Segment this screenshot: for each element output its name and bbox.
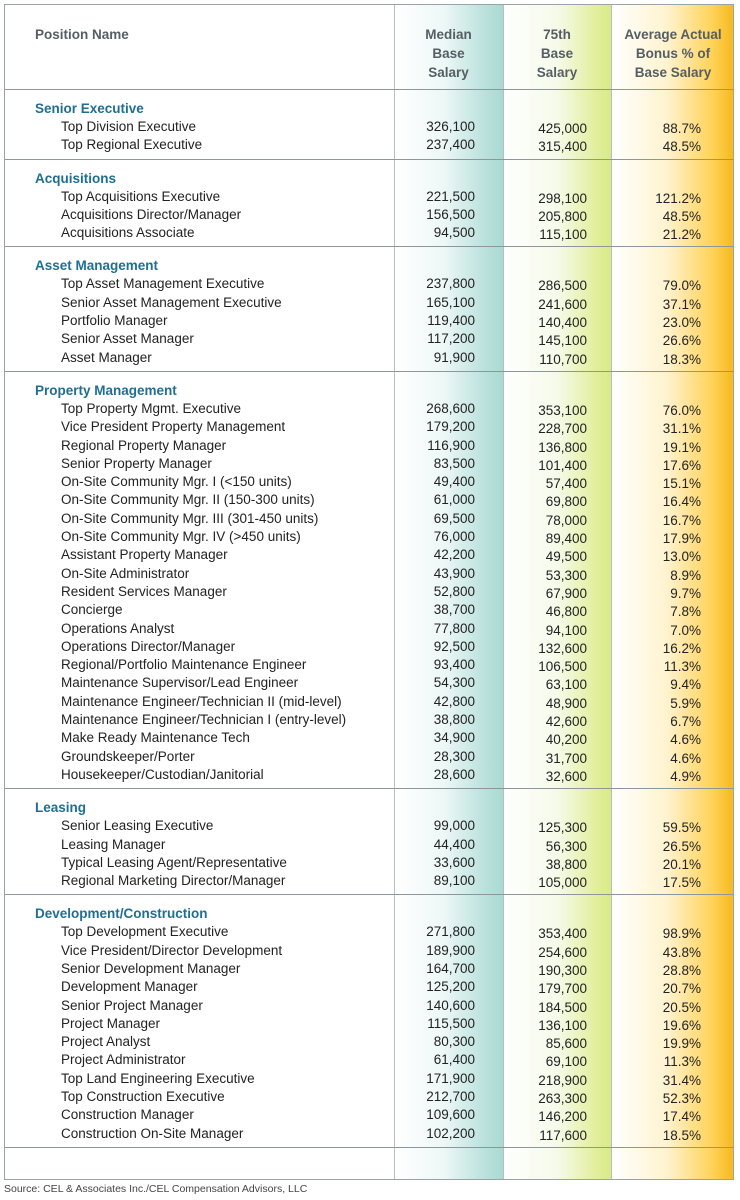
median-base-salary: 189,900: [426, 942, 475, 958]
median-base-salary: 237,400: [426, 137, 475, 153]
median-base-salary: 93,400: [433, 657, 475, 673]
table-row: [5, 118, 733, 136]
median-base-salary: 89,100: [433, 873, 475, 889]
position-name: Regional Marketing Director/Manager: [61, 873, 286, 889]
p75-base-salary: 63,100: [545, 677, 587, 693]
table-row: [5, 978, 733, 996]
average-bonus-percent: 88.7%: [662, 121, 701, 136]
position-name: Maintenance Engineer/Technician II (mid-level): [61, 693, 342, 709]
table-row: [5, 275, 733, 293]
section-title: Leasing: [35, 800, 87, 816]
table-row: [5, 656, 733, 674]
average-bonus-percent: 20.7%: [662, 981, 701, 997]
median-base-salary: 156,500: [426, 206, 475, 222]
p75-base-salary: 228,700: [538, 421, 587, 437]
average-bonus-percent: 17.9%: [662, 531, 701, 547]
table-row: [5, 510, 733, 528]
p75-base-salary: 136,800: [538, 439, 587, 455]
position-name: Portfolio Manager: [61, 313, 168, 329]
p75-base-salary: 241,600: [538, 296, 587, 312]
position-name: Operations Analyst: [61, 620, 175, 636]
median-base-salary: 125,200: [426, 979, 475, 995]
median-base-salary: 271,800: [426, 924, 475, 940]
table-row: [5, 836, 733, 854]
median-base-salary: 44,400: [433, 836, 475, 852]
table-row: [5, 400, 733, 418]
table-row: [5, 766, 733, 784]
position-name: On-Site Community Mgr. I (<150 units): [61, 474, 292, 490]
section-title: Property Management: [35, 382, 177, 398]
average-bonus-percent: 23.0%: [662, 315, 701, 331]
section-senior-executive: [5, 90, 733, 160]
position-name: Maintenance Engineer/Technician I (entry-level): [61, 712, 347, 728]
table-row: [5, 294, 733, 312]
p75-base-salary: 218,900: [538, 1072, 587, 1088]
position-name: Senior Asset Manager: [61, 331, 194, 347]
table-row: [5, 1125, 733, 1143]
position-name: Regional Property Manager: [61, 437, 227, 453]
p75-base-salary: 110,700: [539, 351, 587, 367]
table-row: [5, 330, 733, 348]
position-name: Senior Property Manager: [61, 455, 212, 471]
position-name: On-Site Community Mgr. III (301-450 units): [61, 510, 319, 526]
position-name: Project Analyst: [61, 1034, 151, 1050]
position-name: Top Division Executive: [61, 119, 197, 134]
table-row: [5, 546, 733, 564]
median-base-salary: 28,600: [433, 766, 475, 782]
header-median-base-salary: [394, 25, 503, 82]
p75-base-salary: 101,400: [538, 457, 587, 473]
p75-base-salary: 254,600: [538, 944, 587, 960]
position-name: Top Property Mgmt. Executive: [61, 400, 242, 416]
table-row: [5, 206, 733, 224]
position-name: Asset Manager: [61, 349, 152, 365]
median-base-salary: 61,000: [433, 492, 475, 508]
table-row: [5, 491, 733, 509]
median-base-salary: 165,100: [426, 294, 475, 310]
header-line: Base Salary: [634, 65, 712, 80]
p75-base-salary: 89,400: [545, 531, 587, 547]
median-base-salary: 171,900: [426, 1070, 475, 1086]
table-row: [5, 711, 733, 729]
position-name: Construction On-Site Manager: [61, 1125, 244, 1141]
position-name: Acquisitions Director/Manager: [61, 206, 242, 222]
p75-base-salary: 286,500: [538, 278, 587, 294]
p75-base-salary: 105,000: [538, 875, 587, 891]
table-row: [5, 997, 733, 1015]
average-bonus-percent: 9.4%: [670, 677, 701, 693]
p75-base-salary: 67,900: [545, 585, 587, 601]
average-bonus-percent: 31.4%: [662, 1072, 701, 1088]
median-base-salary: 115,500: [427, 1015, 475, 1031]
position-name: Concierge: [61, 602, 123, 618]
average-bonus-percent: 16.4%: [662, 494, 701, 510]
average-bonus-percent: 18.3%: [662, 351, 701, 367]
average-bonus-percent: 121.2%: [655, 190, 701, 206]
table-row: [5, 638, 733, 656]
median-base-salary: 77,800: [433, 620, 475, 636]
position-name: On-Site Administrator: [61, 565, 190, 581]
average-bonus-percent: 43.8%: [662, 944, 701, 960]
p75-base-salary: 32,600: [545, 768, 587, 784]
position-name: Assistant Property Manager: [61, 547, 228, 563]
source-note: Source: CEL & Associates Inc./CEL Compensation Advisors, LLC: [4, 1183, 308, 1195]
position-name: Operations Director/Manager: [61, 638, 236, 654]
position-name: Project Administrator: [61, 1052, 186, 1068]
p75-base-salary: 69,100: [545, 1054, 587, 1070]
p75-base-salary: 353,100: [538, 402, 587, 418]
p75-base-salary: 38,800: [545, 856, 587, 872]
p75-base-salary: 78,000: [545, 512, 587, 528]
position-name: Top Construction Executive: [61, 1089, 225, 1105]
p75-base-salary: 56,300: [545, 838, 587, 854]
header-line: Average Actual: [624, 27, 722, 42]
average-bonus-percent: 6.7%: [670, 714, 701, 730]
section-title: Acquisitions: [35, 170, 117, 186]
header-line: Salary: [428, 65, 469, 80]
table-content: [5, 5, 733, 1179]
average-bonus-percent: 21.2%: [662, 227, 701, 243]
p75-base-salary: 94,100: [545, 622, 587, 638]
average-bonus-percent: 17.6%: [662, 457, 701, 473]
average-bonus-percent: 19.1%: [662, 439, 701, 455]
average-bonus-percent: 7.8%: [670, 604, 701, 620]
p75-base-salary: 125,300: [538, 820, 587, 836]
table-row: [5, 418, 733, 436]
position-name: Project Manager: [61, 1015, 161, 1031]
median-base-salary: 119,400: [427, 313, 475, 329]
table-row: [5, 528, 733, 546]
table-row: [5, 674, 733, 692]
median-base-salary: 179,200: [426, 419, 475, 435]
p75-base-salary: 184,500: [538, 999, 587, 1015]
position-name: Resident Services Manager: [61, 583, 227, 599]
table-row: [5, 1015, 733, 1033]
average-bonus-percent: 13.0%: [662, 549, 701, 565]
median-base-salary: 212,700: [426, 1089, 475, 1105]
average-bonus-percent: 52.3%: [662, 1091, 701, 1107]
average-bonus-percent: 4.6%: [670, 750, 701, 766]
table-header: [5, 5, 733, 90]
section-property-management: [5, 372, 733, 789]
median-base-salary: 92,500: [433, 638, 475, 654]
average-bonus-percent: 31.1%: [662, 421, 701, 437]
average-bonus-percent: 37.1%: [662, 296, 701, 312]
p75-base-salary: 48,900: [545, 695, 587, 711]
p75-base-salary: 57,400: [545, 476, 587, 492]
table-row: [5, 136, 733, 154]
position-name: Construction Manager: [61, 1107, 194, 1123]
header-line: Base: [432, 46, 465, 61]
p75-base-salary: 145,100: [538, 333, 587, 349]
p75-base-salary: 425,000: [538, 121, 587, 136]
position-name: Vice President/Director Development: [61, 942, 283, 958]
p75-base-salary: 85,600: [545, 1036, 587, 1052]
p75-base-salary: 115,100: [539, 227, 587, 243]
median-base-salary: 52,800: [433, 583, 475, 599]
median-base-salary: 326,100: [426, 119, 475, 134]
table-row: [5, 312, 733, 330]
average-bonus-percent: 76.0%: [662, 402, 701, 418]
table-row: [5, 923, 733, 941]
median-base-salary: 117,200: [427, 331, 475, 347]
p75-base-salary: 190,300: [538, 962, 587, 978]
average-bonus-percent: 28.8%: [662, 962, 701, 978]
average-bonus-percent: 11.3%: [663, 659, 701, 675]
median-base-salary: 28,300: [433, 748, 475, 764]
median-base-salary: 49,400: [433, 474, 475, 490]
position-name: Development Manager: [61, 979, 198, 995]
median-base-salary: 164,700: [426, 960, 475, 976]
section-title: Senior Executive: [35, 101, 144, 116]
table-row: [5, 1033, 733, 1051]
header-line: 75th: [543, 27, 571, 42]
average-bonus-percent: 11.3%: [663, 1054, 701, 1070]
median-base-salary: 99,000: [433, 818, 475, 834]
median-base-salary: 61,400: [433, 1052, 475, 1068]
table-row: [5, 349, 733, 367]
median-base-salary: 42,200: [433, 547, 475, 563]
position-name: Senior Development Manager: [61, 960, 241, 976]
table-row: [5, 601, 733, 619]
section-title: Development/Construction: [35, 906, 208, 922]
median-base-salary: 268,600: [426, 400, 475, 416]
median-base-salary: 109,600: [426, 1107, 475, 1123]
average-bonus-percent: 19.9%: [662, 1036, 701, 1052]
table-row: [5, 473, 733, 491]
median-base-salary: 38,700: [433, 602, 475, 618]
header-line: Median: [425, 27, 472, 42]
average-bonus-percent: 26.6%: [662, 333, 701, 349]
average-bonus-percent: 59.5%: [662, 820, 701, 836]
position-name: On-Site Community Mgr. IV (>450 units): [61, 529, 301, 545]
position-name: Senior Asset Management Executive: [61, 294, 282, 310]
section-leasing: [5, 789, 733, 895]
p75-base-salary: 263,300: [538, 1091, 587, 1107]
table-row: [5, 1088, 733, 1106]
average-bonus-percent: 20.5%: [662, 999, 701, 1015]
table-row: [5, 817, 733, 835]
position-name: Top Asset Management Executive: [61, 276, 265, 292]
average-bonus-percent: 18.5%: [662, 1127, 701, 1143]
p75-base-salary: 69,800: [545, 494, 587, 510]
p75-base-salary: 146,200: [538, 1109, 587, 1125]
median-base-salary: 38,800: [433, 712, 475, 728]
position-name: Groundskeeper/Porter: [61, 748, 195, 764]
average-bonus-percent: 15.1%: [662, 476, 701, 492]
section-asset-management: [5, 247, 733, 371]
table-row: [5, 224, 733, 242]
p75-base-salary: 53,300: [545, 567, 587, 583]
p75-base-salary: 353,400: [538, 926, 587, 942]
p75-base-salary: 31,700: [545, 750, 587, 766]
table-row: [5, 583, 733, 601]
p75-base-salary: 315,400: [538, 139, 587, 155]
median-base-salary: 69,500: [433, 510, 475, 526]
p75-base-salary: 179,700: [538, 981, 587, 997]
position-name: Make Ready Maintenance Tech: [61, 730, 250, 746]
position-name: Acquisitions Associate: [61, 225, 195, 241]
average-bonus-percent: 5.9%: [670, 695, 701, 711]
table-row: [5, 854, 733, 872]
p75-base-salary: 205,800: [538, 208, 587, 224]
average-bonus-percent: 48.5%: [662, 208, 701, 224]
median-base-salary: 34,900: [433, 730, 475, 746]
average-bonus-percent: 9.7%: [670, 585, 701, 601]
p75-base-salary: 136,100: [538, 1017, 587, 1033]
p75-base-salary: 49,500: [545, 549, 587, 565]
p75-base-salary: 46,800: [545, 604, 587, 620]
section-development-construction: [5, 895, 733, 1148]
median-base-salary: 116,900: [427, 437, 475, 453]
table-sections: [5, 90, 733, 1148]
median-base-salary: 102,200: [426, 1125, 475, 1141]
median-base-salary: 76,000: [433, 529, 475, 545]
position-name: Senior Leasing Executive: [61, 818, 214, 834]
average-bonus-percent: 20.1%: [662, 856, 701, 872]
position-name: Top Development Executive: [61, 924, 229, 940]
section-title: Asset Management: [35, 258, 159, 274]
position-name: Housekeeper/Custodian/Janitorial: [61, 766, 264, 782]
header-75th-base-salary: [503, 25, 611, 82]
section-acquisitions: [5, 160, 733, 248]
median-base-salary: 237,800: [426, 276, 475, 292]
median-base-salary: 42,800: [433, 693, 475, 709]
average-bonus-percent: 7.0%: [670, 622, 701, 638]
table-row: [5, 1051, 733, 1069]
average-bonus-percent: 17.5%: [662, 875, 701, 891]
header-average-bonus: [611, 25, 734, 82]
average-bonus-percent: 98.9%: [662, 926, 701, 942]
position-name: Senior Project Manager: [61, 997, 203, 1013]
median-base-salary: 80,300: [433, 1034, 475, 1050]
table-row: [5, 437, 733, 455]
p75-base-salary: 42,600: [545, 714, 587, 730]
table-row: [5, 960, 733, 978]
p75-base-salary: 117,600: [539, 1127, 587, 1143]
median-base-salary: 33,600: [433, 854, 475, 870]
position-name: Vice President Property Management: [61, 419, 286, 435]
position-name: Regional/Portfolio Maintenance Engineer: [61, 657, 307, 673]
average-bonus-percent: 4.6%: [670, 732, 701, 748]
position-name: Leasing Manager: [61, 836, 166, 852]
table-row: [5, 455, 733, 473]
average-bonus-percent: 79.0%: [662, 278, 701, 294]
header-line: Salary: [536, 65, 578, 80]
median-base-salary: 91,900: [433, 349, 475, 365]
table-row: [5, 693, 733, 711]
median-base-salary: 43,900: [433, 565, 475, 581]
position-name: Top Land Engineering Executive: [61, 1070, 255, 1086]
median-base-salary: 140,600: [426, 997, 475, 1013]
average-bonus-percent: 16.2%: [662, 640, 701, 656]
table-row: [5, 942, 733, 960]
p75-base-salary: 40,200: [545, 732, 587, 748]
p75-base-salary: 298,100: [538, 190, 587, 206]
table-row: [5, 729, 733, 747]
average-bonus-percent: 17.4%: [662, 1109, 701, 1125]
table-row: [5, 748, 733, 766]
header-position-name: Position Name: [35, 27, 129, 42]
table-row: [5, 1106, 733, 1124]
position-name: Top Regional Executive: [61, 137, 203, 153]
average-bonus-percent: 19.6%: [662, 1017, 701, 1033]
header-line: Base: [540, 46, 574, 61]
table-row: [5, 1070, 733, 1088]
p75-base-salary: 106,500: [538, 659, 587, 675]
median-base-salary: 221,500: [426, 188, 475, 204]
average-bonus-percent: 4.9%: [670, 768, 701, 784]
average-bonus-percent: 16.7%: [662, 512, 701, 528]
table-row: [5, 872, 733, 890]
table-row: [5, 565, 733, 583]
salary-table: [4, 4, 734, 1180]
table-row: [5, 620, 733, 638]
header-line: Bonus % of: [635, 46, 711, 61]
position-name: Top Acquisitions Executive: [61, 188, 221, 204]
position-name: Maintenance Supervisor/Lead Engineer: [61, 675, 299, 691]
table-row: [5, 188, 733, 206]
position-name: On-Site Community Mgr. II (150-300 units): [61, 492, 315, 508]
average-bonus-percent: 48.5%: [662, 139, 701, 155]
median-base-salary: 94,500: [433, 225, 475, 241]
p75-base-salary: 132,600: [538, 640, 587, 656]
average-bonus-percent: 8.9%: [670, 567, 701, 583]
median-base-salary: 54,300: [433, 675, 475, 691]
p75-base-salary: 140,400: [538, 315, 587, 331]
average-bonus-percent: 26.5%: [662, 838, 701, 854]
median-base-salary: 83,500: [433, 455, 475, 471]
position-name: Typical Leasing Agent/Representative: [61, 854, 287, 870]
